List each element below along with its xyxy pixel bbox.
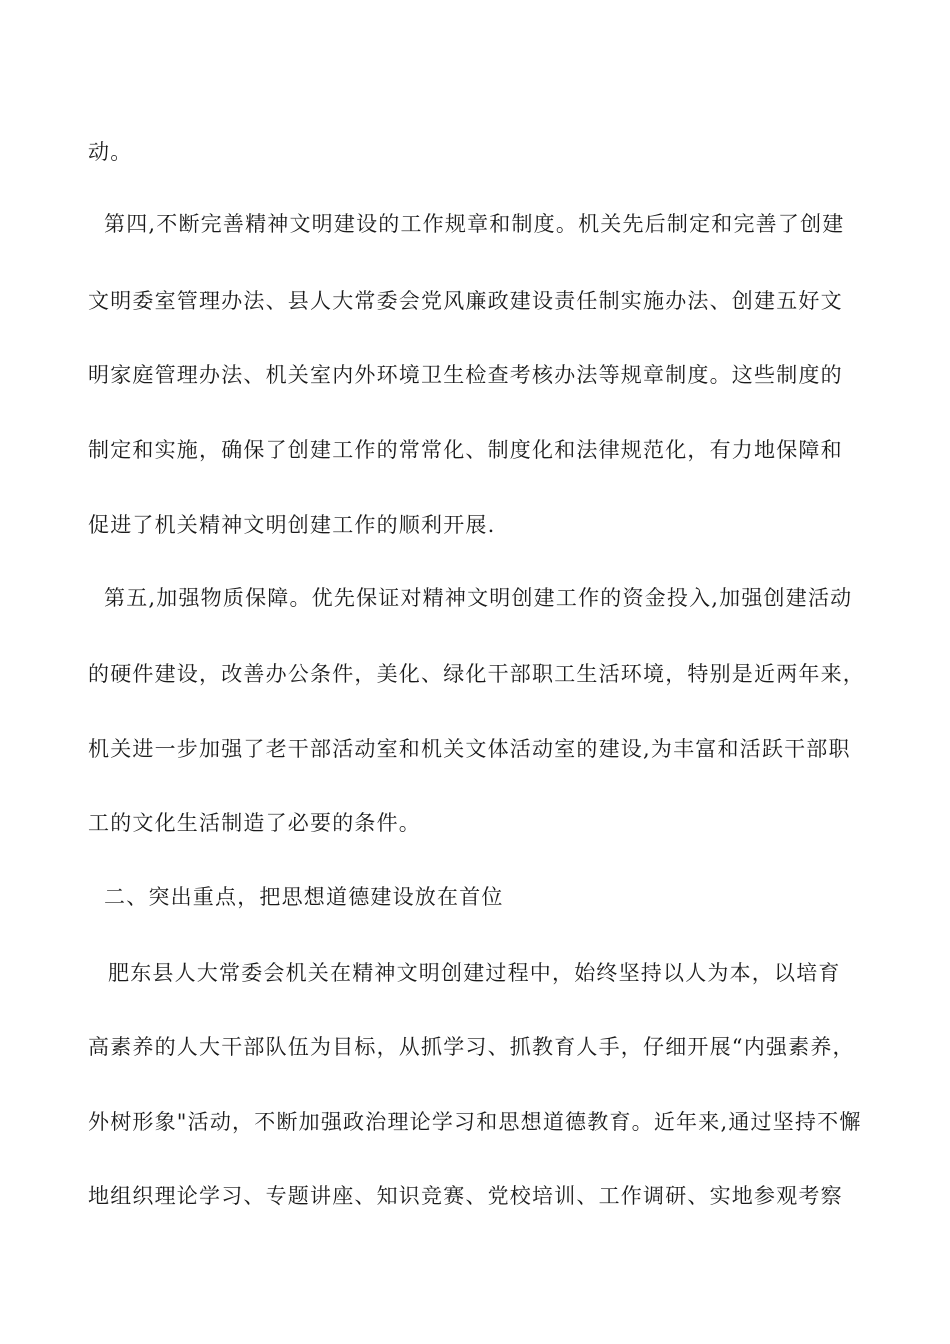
text-line: 明家庭管理办法、机关室内外环境卫生检查考核办法等规章制度。这些制度的 (88, 363, 843, 387)
section-heading: 二、突出重点，把思想道德建设放在首位 (104, 885, 504, 909)
text-line: 肥东县人大常委会机关在精神文明创建过程中，始终坚持以人为本，以培育 (108, 961, 841, 985)
text-line: 高素养的人大干部队伍为目标，从抓学习、抓教育人手，仔细开展“内强素养， (88, 1035, 855, 1059)
text-line: 文明委室管理办法、县人大常委会党风廉政建设责任制实施办法、创建五好文 (88, 289, 843, 313)
text-line: 地组织理论学习、专题讲座、知识竞赛、党校培训、工作调研、实地参观考察 (88, 1184, 843, 1208)
paragraph-heading-fourth: 第四,不断完善精神文明建设的工作规章和制度。机关先后制定和完善了创建 (104, 212, 845, 236)
text-line: 促进了机关精神文明创建工作的顺利开展. (88, 513, 496, 537)
text-line: 的硬件建设，改善办公条件，美化、绿化干部职工生活环境，特别是近两年来， (88, 662, 865, 686)
text-line: 机关进一步加强了老干部活动室和机关文体活动室的建设,为丰富和活跃干部职 (88, 737, 851, 761)
text-line: 动。 (88, 140, 133, 164)
paragraph-heading-fifth: 第五,加强物质保障。优先保证对精神文明创建工作的资金投入,加强创建活动 (104, 586, 853, 610)
text-line: 外树形象"活动，不断加强政治理论学习和思想道德教育。近年来,通过坚持不懈 (88, 1110, 862, 1134)
text-line: 工的文化生活制造了必要的条件。 (88, 811, 421, 835)
text-line: 制定和实施，确保了创建工作的常常化、制度化和法律规范化，有力地保障和 (88, 438, 843, 462)
